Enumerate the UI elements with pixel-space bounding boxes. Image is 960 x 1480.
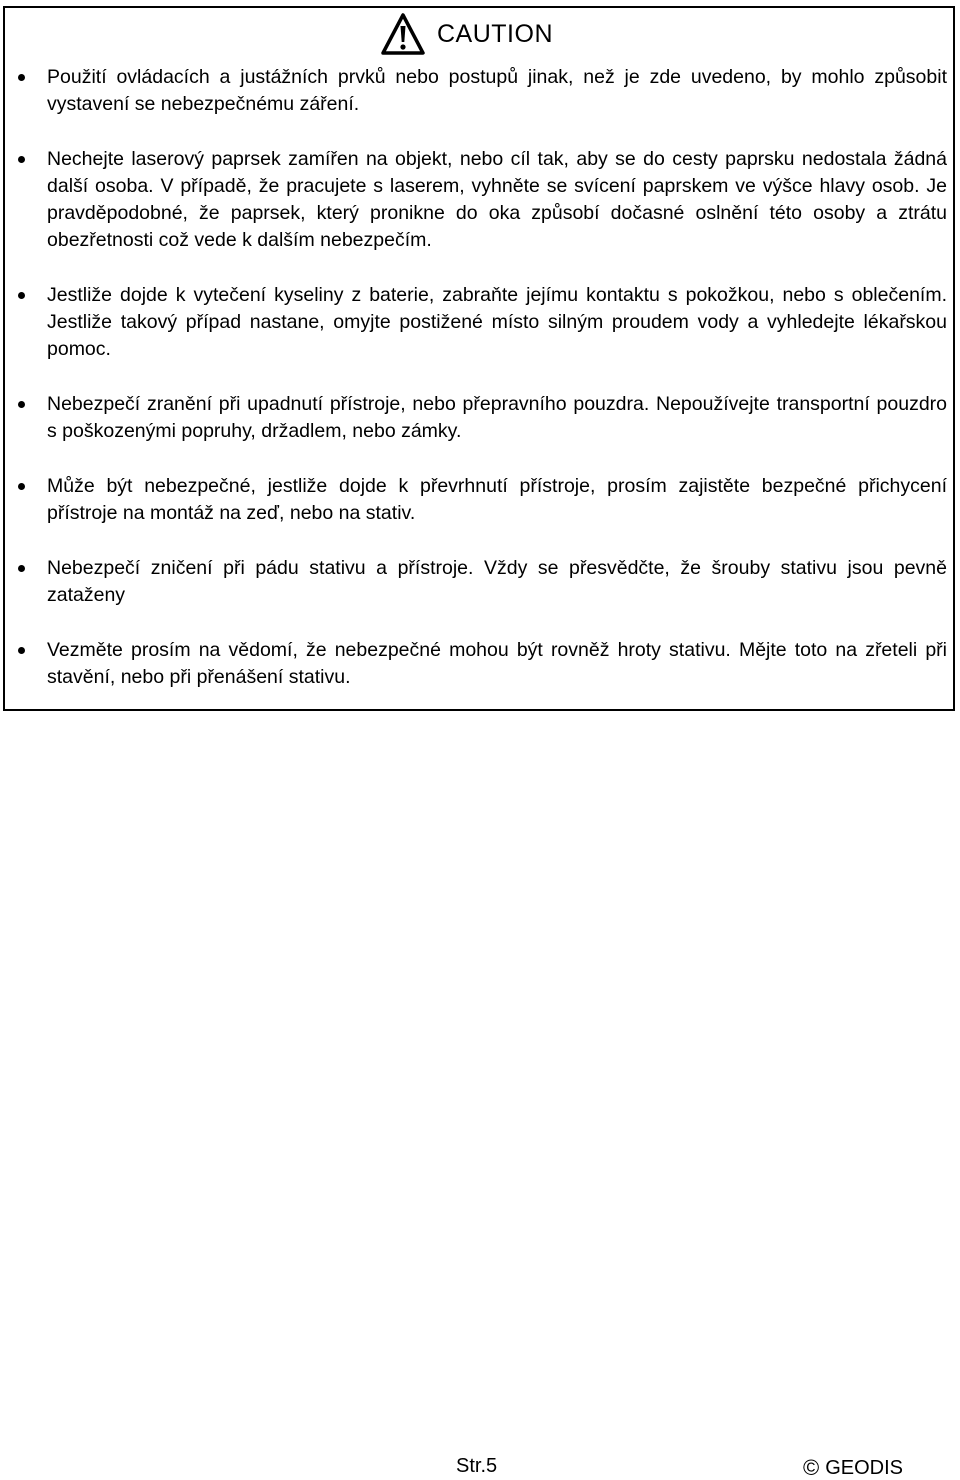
bullet-icon	[18, 74, 25, 81]
bullet-icon	[18, 565, 25, 572]
footer-brand	[803, 1456, 903, 1480]
caution-header	[381, 14, 553, 54]
caution-item	[5, 473, 953, 527]
caution-item	[5, 637, 953, 691]
caution-item-text: Nebezpečí zničení při pádu stativu a přístroje. Vždy se přesvědčte, že šrouby stativu jsou pevně zataženy	[47, 557, 947, 606]
caution-item-text: Nebezpečí zranění při upadnutí přístroje, nebo přepravního pouzdra. Nepoužívejte transportní pouzdro s poškozenými popruhy, držadlem, nebo zámky.	[47, 393, 947, 442]
caution-item	[5, 282, 953, 363]
caution-box	[3, 6, 955, 711]
bullet-icon	[18, 483, 25, 490]
warning-triangle-icon	[381, 13, 425, 55]
bullet-icon	[18, 647, 25, 654]
caution-item-text: Nechejte laserový paprsek zamířen na objekt, nebo cíl tak, aby se do cesty paprsku nedostala žádná další osoba. V případě, že pracujete s laserem, vyhněte se svícení paprskem ve výšce hlavy osob. Je pravděpodobné, že paprsek, který pronikne do oka způsobí dočasné oslnění této osoby a ztrátu obezřetnosti což vede k dalším nebezpečím.	[47, 148, 947, 251]
caution-item	[5, 391, 953, 445]
bullet-icon	[18, 156, 25, 163]
brand-name: GEODIS	[825, 1457, 904, 1479]
caution-list	[5, 64, 953, 719]
page-number: Str.5	[456, 1455, 498, 1477]
caution-item	[5, 64, 953, 118]
caution-item	[5, 555, 953, 609]
caution-item-text: Vezměte prosím na vědomí, že nebezpečné mohou být rovněž hroty stativu. Mějte toto na zřeteli při stavění, nebo při přenášení stativu.	[47, 639, 947, 688]
caution-item	[5, 146, 953, 254]
bullet-icon	[18, 292, 25, 299]
caution-item-text: Může být nebezpečné, jestliže dojde k převrhnutí přístroje, prosím zajistěte bezpečné přichycení přístroje na montáž na zeď, nebo na stativ.	[47, 475, 947, 524]
copyright-icon: ©	[803, 1455, 820, 1480]
caution-title: CAUTION	[437, 20, 553, 48]
caution-item-text: Jestliže dojde k vytečení kyseliny z baterie, zabraňte jejímu kontaktu s pokožkou, nebo s oblečením. Jestliže takový případ nastane, omyjte postižené místo silným proudem vody a vyhledejte lékařskou pomoc.	[47, 284, 947, 360]
bullet-icon	[18, 401, 25, 408]
caution-item-text: Použití ovládacích a justážních prvků nebo postupů jinak, než je zde uvedeno, by mohlo způsobit vystavení se nebezpečnému záření.	[47, 66, 947, 115]
